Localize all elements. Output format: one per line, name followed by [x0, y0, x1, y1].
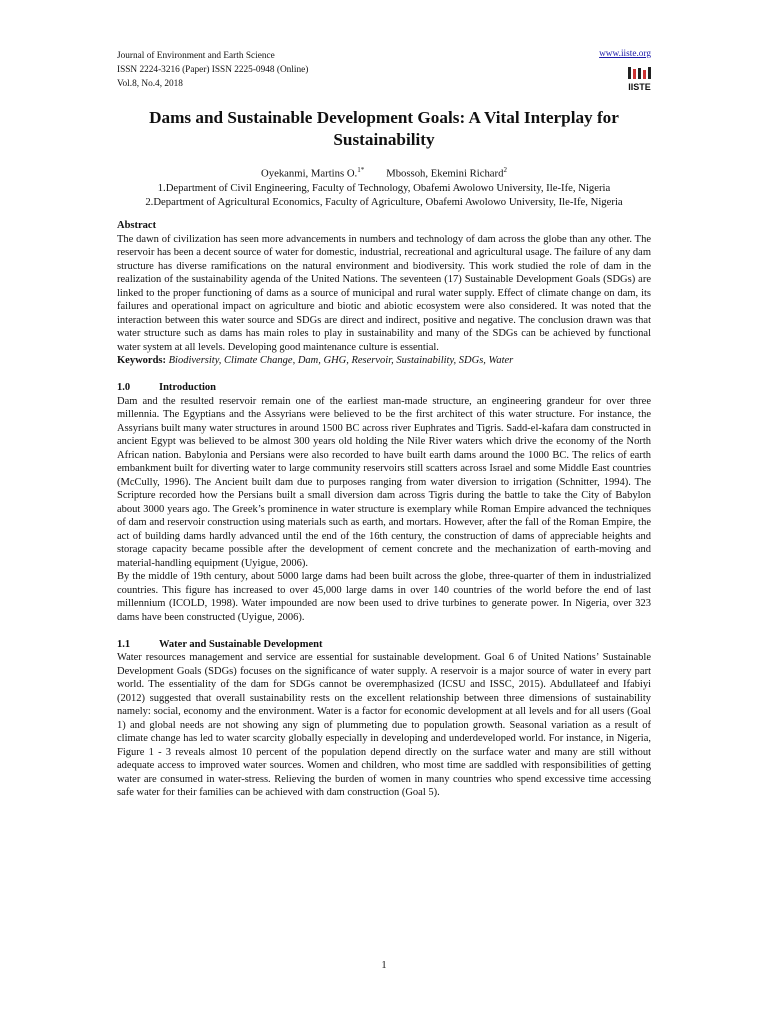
section-number: 1.1	[117, 638, 131, 650]
section-heading-introduction	[117, 381, 651, 395]
iiste-logo-icon	[626, 65, 653, 93]
introduction-paragraph-1: Dam and the resulted reservoir remain one of the earliest man-made structure, an engineering grandeur for over three millennia. The Egyptians and the Assyrians were believed to be the first architect of this water structure. For instance, the Assyrians built many water structures in around 1500 BC across river Euphrates and Tigris. Sadd-el-kafara dam constructed in ancient Egypt was believed to be almost 300 years old holding the Nile River waters which drive the economy of the North African nation. Babylonia and Persians were also recorded to have built earth dams around the 1000 BC. The relics of earth embankment built for diverting water to large community reservoirs still scatters across Israel and some Middle East countries (McCully, 1996). The Ancient built dam due to purposes ranging from water diversion to irrigation (Schnitter, 1994). The Scripture recorded how the Persians built a small diversion dam across Tigris during the battle to take the City of Babylon about 3000 years ago. The Greek’s prominence in water structure is exemplary while Roman Empire advanced the techniques of dam and reservoir construction using materials such as earth, and mortars. However, after the fall of the Roman Empire, the act of building dams hardly advanced until the end of the 16th century, the construction of dams of appreciable heights and storage capacity became possible after the development of cement concrete and the mechanization of earth-moving and material-handling equipment (Uyigue, 2006).	[117, 395, 651, 569]
affiliation-2: 2.Department of Agricultural Economics, Faculty of Agriculture, Obafemi Awolowo University, Ile-Ife, Nigeria	[145, 195, 623, 208]
author-block	[117, 163, 651, 209]
volume-line: Vol.8, No.4, 2018	[117, 79, 183, 89]
section-number: 1.0	[117, 382, 131, 393]
keywords-list: Biodiversity, Climate Change, Dam, GHG, Reservoir, Sustainability, SDGs, Water	[168, 355, 514, 366]
introduction-paragraph-2: By the middle of 19th century, about 5000 large dams had been built across the globe, three-quarter of them in industrialized countries. This figure has increased to over 45,000 large dams in over 140 countries of the world before the end of last millennium (ICOLD, 1998). Water impounded are now been used to drive turbines to generate power. In Nigeria, over 323 dams have been constructed (Uyigue, 2006).	[117, 571, 651, 623]
logo-text: IISTE	[628, 82, 651, 92]
paper-title: Dams and Sustainable Development Goals: A Vital Interplay for Sustainability	[149, 108, 619, 149]
water-paragraph-1: Water resources management and service are essential for sustainable development. Goal 6 of United Nations’ Sustainable Development Goals (SDGs) focuses on the significance of water supply. A reservoir is a major source of water in every part world. The essentiality of the dam for SDGs cannot be overemphasized (ICSU and ISSC, 2015). Abdullateef and Ifabiyi (2012) suggested that overall sustainability rests on the excellent relationship between three dimensions of sustainability namely: social, economy and the environment. Water is a factor for economic development at all levels and for all users (Goal 1) and global needs are not showing any sign of plummeting due to population growth. Seasonal variation as a result of climate change has led to water scarcity globally especially in developing and underdeveloped world. For instance, in Nigeria, Figure 1 - 3 reveals almost 10 percent of the population depend directly on the surface water and many are still without adequate access to improved water sources. Women and children, who most time are saddled with responsibilities of getting water are consumed in water-stress. Relieving the burden of women in many countries who spend excessive time accessing safe water for their families can be achieved with dam construction (Goal 5).	[117, 652, 651, 798]
author-1: Oyekanmi, Martins O.	[261, 167, 358, 180]
section-title: Water and Sustainable Development	[159, 638, 323, 650]
issn-line: ISSN 2224-3216 (Paper) ISSN 2225-0948 (Online)	[117, 65, 309, 75]
abstract-text: The dawn of civilization has seen more advancements in numbers and technology of dam across the globe than any other. The reservoir has been a decent source of water for domestic, industrial, recreational and agricultural usage. The failure of any dam structure has diverse ramifications on the natural environment and biodiversity. This work studied the role of dam in the realization of the sustainability agenda of the United Nations. The seventeen (17) Sustainable Development Goals (SDGs) are linked to the proper functioning of dams as a source of municipal and rural water supply. Effect of climate change on dam, its failures and operational impact on agriculture and biotic and abiotic ecosystem were also considered. It was noted that the interaction between this water source and SDGs are direct and indirect, positive and negative. The conclusion drawn was that water structure such as dams has main roles to play in sustainability and many of the SDGs can be achieved by functional water system at all levels. Developing good maintenance culture is essential.	[117, 233, 651, 353]
author-2: Mbossoh, Ekemini Richard	[386, 167, 504, 180]
paper-body	[117, 219, 651, 800]
journal-header	[117, 49, 308, 91]
section-title: Introduction	[159, 382, 216, 393]
page-number: 1	[381, 960, 387, 971]
journal-name: Journal of Environment and Earth Science	[117, 51, 275, 61]
abstract-heading: Abstract	[117, 220, 157, 231]
journal-url-link[interactable]: www.iiste.org	[599, 49, 651, 59]
section-heading-water	[117, 638, 651, 652]
affiliation-1: 1.Department of Civil Engineering, Faculty of Technology, Obafemi Awolowo University, Ile-Ife, Nigeria	[157, 181, 611, 194]
keywords-line	[117, 354, 651, 368]
author-2-superscript: 2	[503, 166, 507, 174]
author-1-superscript: 1*	[357, 166, 365, 174]
keywords-label: Keywords:	[117, 355, 166, 366]
